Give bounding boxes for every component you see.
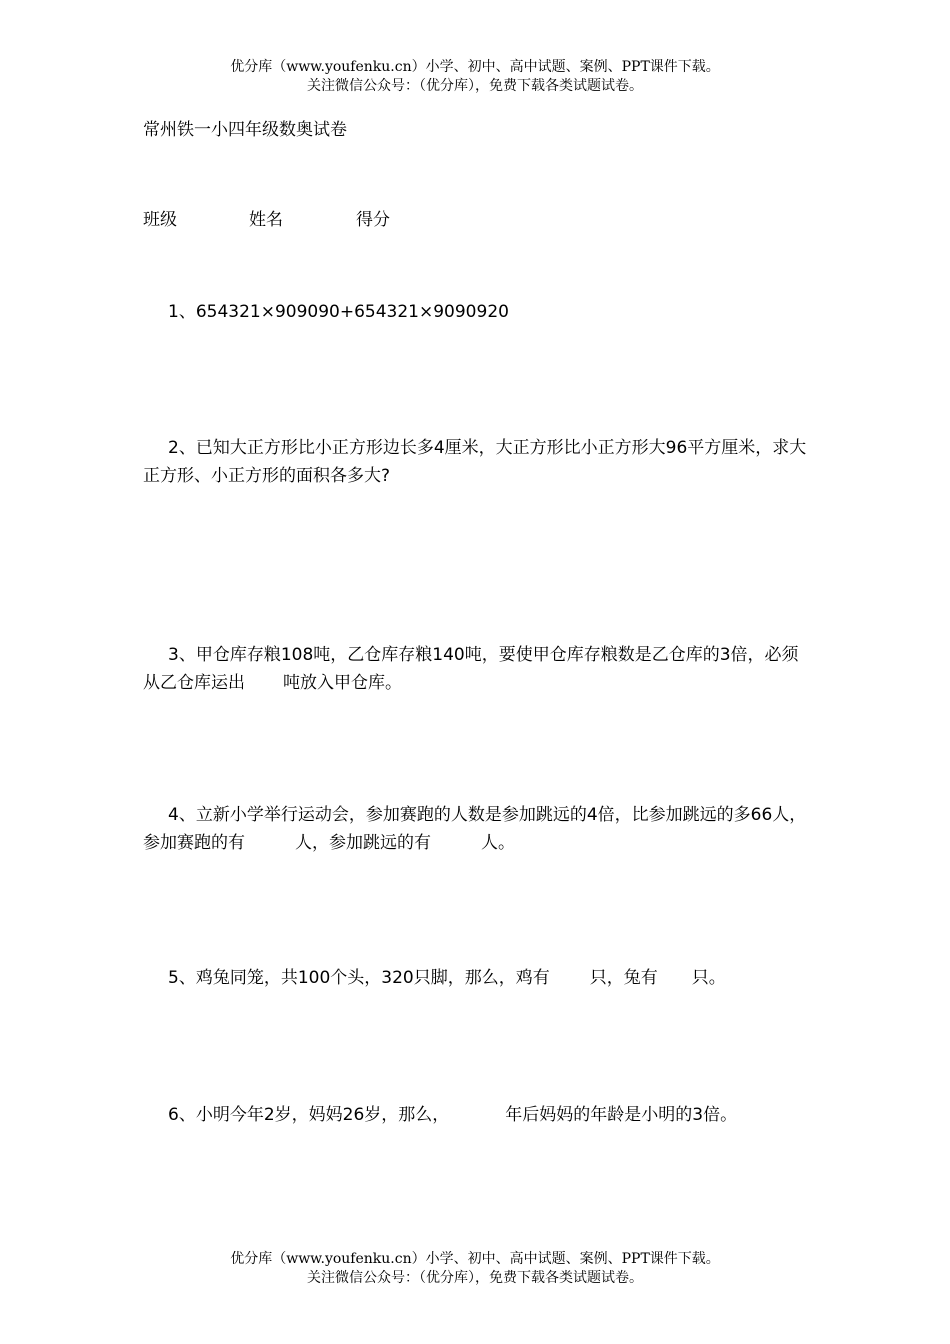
student-info-row [143,206,390,234]
question-5-text-end: 只。 [691,968,726,988]
question-5 [143,964,813,992]
question-5-text-mid: 只，兔有 [589,968,658,988]
page-footer [0,1250,950,1288]
question-3-text-end: 吨放入甲仓库。 [283,673,402,693]
question-4-text: 4、立新小学举行运动会，参加赛跑的人数是参加跳远的4倍，比参加跳远的多66人，参加赛跑的有 [143,805,807,853]
question-5-text: 5、鸡兔同笼，共100个头，320只脚，那么，鸡有 [168,968,550,988]
class-label: 班级 [143,210,177,230]
footer-line-1: 优分库（www.youfenku.cn）小学、初中、高中试题、案例、PPT课件下载。 [230,1251,720,1267]
score-label: 得分 [356,210,390,230]
question-3 [143,641,813,697]
question-4-text-mid: 人，参加跳远的有 [295,833,431,853]
question-6-text: 6、小明今年2岁，妈妈26岁，那么， [168,1105,450,1125]
header-line-2: 关注微信公众号：（优分库），免费下载各类试题试卷。 [307,78,643,94]
question-2-text: 2、已知大正方形比小正方形边长多4厘米，大正方形比小正方形大96平方厘米，求大正方形、小正方形的面积各多大? [143,438,807,486]
name-label: 姓名 [249,210,283,230]
question-6-text-end: 年后妈妈的年龄是小明的3倍。 [505,1105,738,1125]
question-4-text-end: 人。 [481,833,515,853]
question-2 [143,434,813,490]
question-4 [143,801,813,857]
question-1 [143,298,813,326]
exam-title: 常州铁一小四年级数奥试卷 [143,120,347,140]
question-3-text: 3、甲仓库存粮108吨，乙仓库存粮140吨，要使甲仓库存粮数是乙仓库的3倍，必须从乙仓库运出 [143,645,799,693]
footer-line-2: 关注微信公众号：（优分库），免费下载各类试题试卷。 [307,1270,643,1286]
question-1-text: 1、654321×909090+654321×9090920 [168,302,509,322]
page-header [0,58,950,96]
question-6 [143,1101,813,1129]
header-line-1: 优分库（www.youfenku.cn）小学、初中、高中试题、案例、PPT课件下载。 [230,59,720,75]
